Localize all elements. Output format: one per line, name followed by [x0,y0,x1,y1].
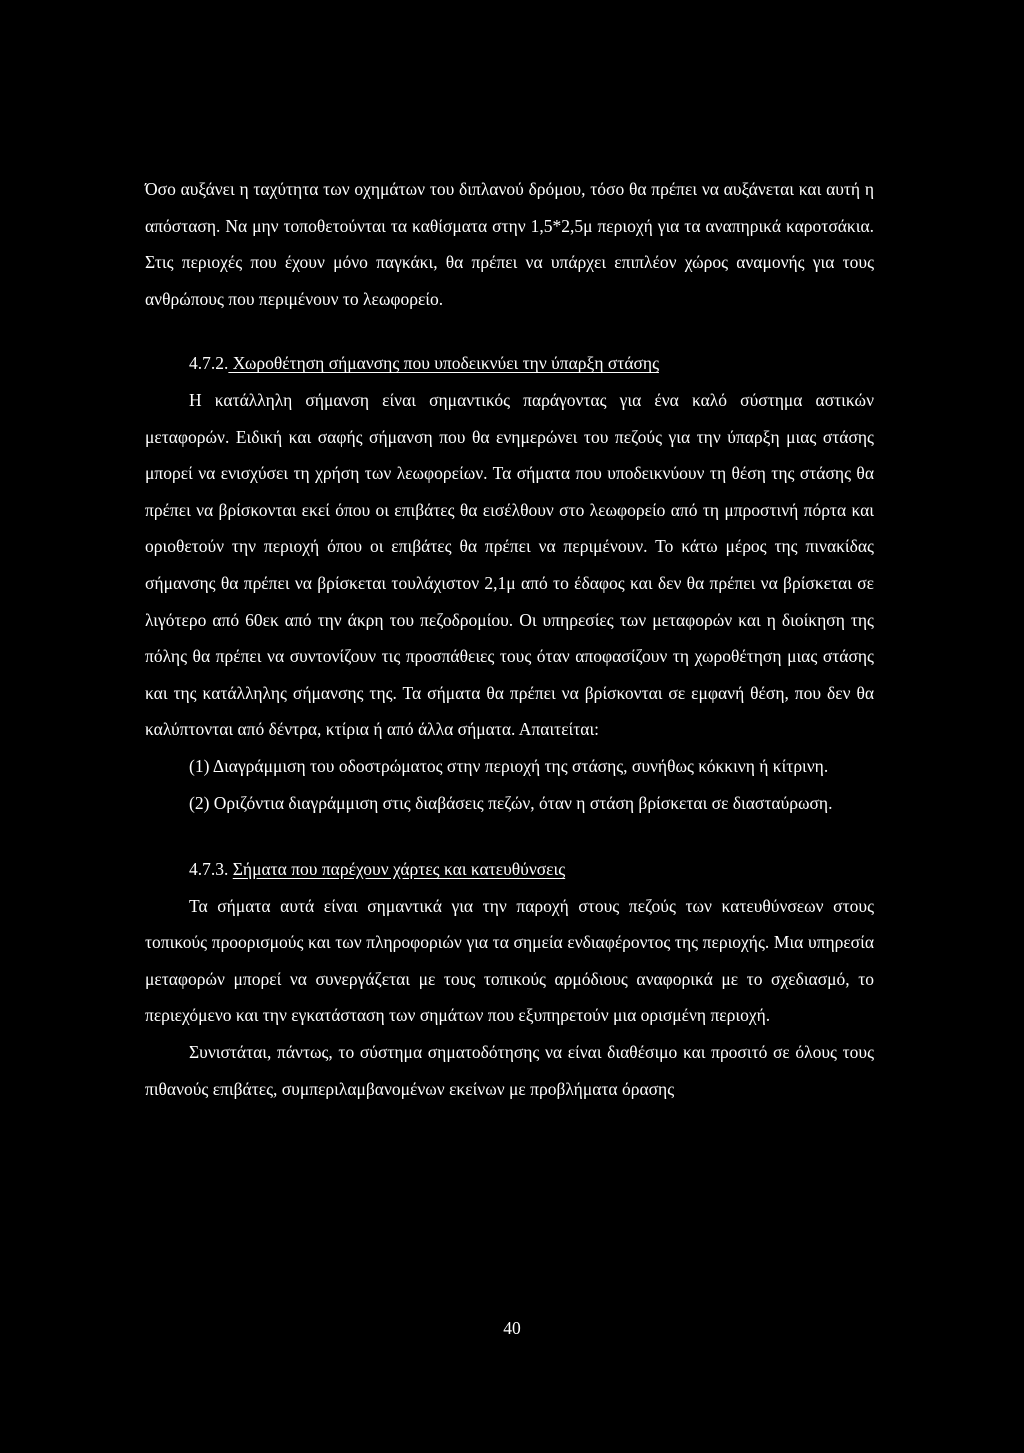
list-item: (2) Οριζόντια διαγράμμιση στις διαβάσεις πεζών, όταν η στάση βρίσκεται σε διασταύρωση. [189,792,833,813]
section-number: 4.7.3. [189,859,229,880]
spacer [145,317,874,345]
page-number: 40 [503,1318,521,1338]
section-number: 4.7.2. [189,353,229,374]
section-paragraph: Η κατάλληλη σήμανση είναι σημαντικός παράγοντας για ένα καλό σύστημα αστικών μεταφορών. Ειδική και σαφής σήμανση που θα ενημερώνει του πεζούς για την ύπαρξη μιας στάσης μπορεί να ενισχύσει τη χρήση των λεωφορείων. Τα σήματα που υποδεικνύουν τη θέση της στάσης θα πρέπει να βρίσκονται εκεί όπου οι επιβάτες θα εισέλθουν στο λεωφορείο από τη μπροστινή πόρτα και οριοθετούν την περιοχή όπου οι επιβάτες θα πρέπει να περιμένουν. Το κάτω μέρος της πινακίδας σήμανσης θα πρέπει να βρίσκεται τουλάχιστον 2,1μ από το έδαφος και δεν θα πρέπει να βρίσκεται σε λιγότερο από 60εκ από την άκρη του πεζοδρομίου. Οι υπηρεσίες των μεταφορών και η διοίκηση της πόλης θα πρέπει να συντονίζουν τις προσπάθειες τους όταν αποφασίζουν τη χωροθέτηση μιας στάσης και της κατάλληλης σήμανσης της. Τα σήματα θα πρέπει να βρίσκονται σε εμφανή θέση, που δεν θα καλύπτονται από δέντρα, κτίρια ή από άλλα σήματα. Απαιτείται: [145,389,874,740]
section-heading-4-7-3 [145,851,874,888]
section-paragraph: Συνιστάται, πάντως, το σύστημα σηματοδότησης να είναι διαθέσιμο και προσιτό σε όλους τους πιθανούς επιβάτες, συμπεριλαμβανομένων εκείνων με προβλήματα όρασης [145,1042,874,1099]
document-body [145,171,874,1107]
section-title: Χωροθέτηση σήμανσης που υποδεικνύει την ύπαρξη στάσης [228,353,659,374]
section-paragraph: Τα σήματα αυτά είναι σημαντικά για την παροχή στους πεζούς των κατευθύνσεων στους τοπικούς προορισμούς και των πληροφοριών για τα σημεία ενδιαφέροντος της περιοχής. Μια υπηρεσία μεταφορών μπορεί να συνεργάζεται με τους τοπικούς αρμόδιους αναφορικά με το σχεδιασμό, το περιεχόμενο και την εγκατάσταση των σημάτων που εξυπηρετούν μια ορισμένη περιοχή. [145,895,874,1026]
intro-paragraph: Όσο αυξάνει η ταχύτητα των οχημάτων του διπλανού δρόμου, τόσο θα πρέπει να αυξάνεται και αυτή η απόσταση. Να μην τοποθετούνται τα καθίσματα στην 1,5*2,5μ περιοχή για τα αναπηρικά καροτσάκια. Στις περιοχές που έχουν μόνο παγκάκι, θα πρέπει να υπάρχει επιπλέον χώρος αναμονής για τους ανθρώπους που περιμένουν το λεωφορείο. [145,179,874,309]
section-heading-4-7-2 [145,345,874,382]
section-title: Σήματα που παρέχουν χάρτες και κατευθύνσεις [232,859,566,880]
spacer [145,821,874,851]
list-item: (1) Διαγράμμιση του οδοστρώματος στην περιοχή της στάσης, συνήθως κόκκινη ή κίτρινη. [189,755,829,776]
